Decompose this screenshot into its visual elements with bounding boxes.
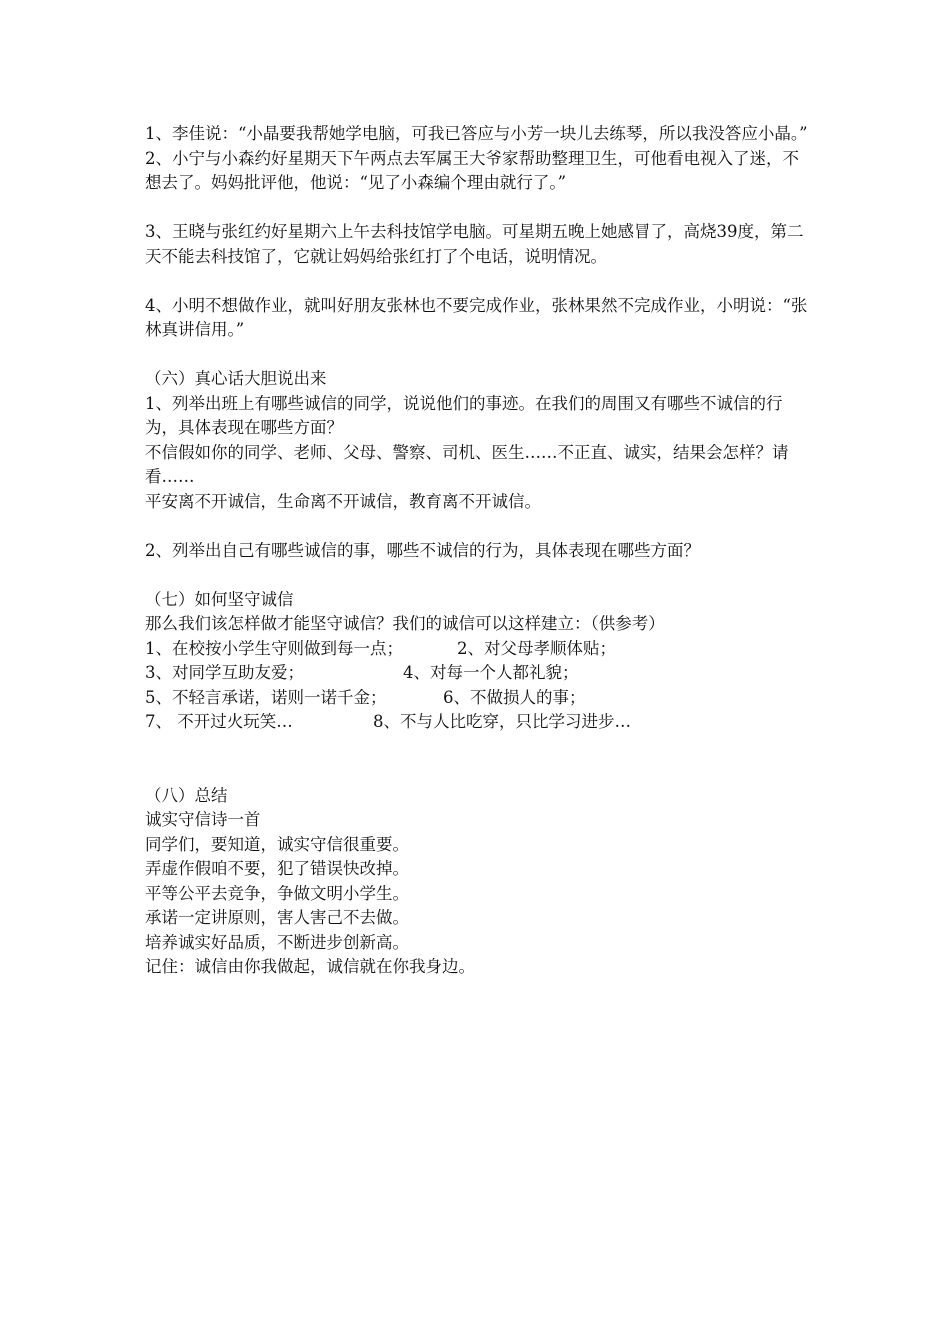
guideline-item: 1、在校按小学生守则做到每一点；	[145, 638, 403, 658]
guideline-item: 4、对每一个人都礼貌；	[403, 663, 579, 682]
example-2: 2、小宁与小森约好星期天下午两点去军属王大爷家帮助整理卫生，可他看电视入了迷，不想去了。妈妈批评他，他说：“见了小森编个理由就行了。”	[145, 148, 799, 192]
section-8-heading: （八）总结	[145, 785, 228, 805]
poem-title: 诚实守信诗一首	[145, 810, 261, 829]
guideline-row	[145, 686, 810, 711]
section-6-paragraph-4: 2、列举出自己有哪些诚信的事，哪些不诚信的行为，具体表现在哪些方面？	[145, 540, 700, 560]
guideline-item: 8、不与人比吃穿，只比学习进步…	[373, 712, 631, 731]
guideline-item: 3、对同学互助友爱；	[145, 663, 304, 682]
spacer	[145, 759, 810, 784]
section-6-paragraph-1: 1、列举出班上有哪些诚信的同学，说说他们的事迹。在我们的周围又有哪些不诚信的行为，具体表现在哪些方面？	[145, 393, 783, 437]
poem-line: 弄虚作假咱不要，犯了错误快改掉。	[145, 859, 409, 878]
poem-line: 承诺一定讲原则，害人害己不去做。	[145, 908, 409, 927]
spacer	[145, 269, 810, 294]
guideline-row	[145, 710, 810, 735]
guideline-item: 5、不轻言承诺，诺则一诺千金；	[145, 687, 387, 707]
poem-line: 同学们，要知道，诚实守信很重要。	[145, 834, 409, 854]
example-4: 4、小明不想做作业，就叫好朋友张林也不要完成作业，张林果然不完成作业，小明说：“张林真讲信用。”	[145, 295, 808, 339]
section-7-heading: （七）如何坚守诚信	[145, 589, 294, 609]
spacer	[145, 563, 810, 588]
section-6-paragraph-3: 平安离不开诚信，生命离不开诚信，教育离不开诚信。	[145, 491, 541, 511]
guideline-item: 2、对父母孝顺体贴；	[457, 638, 616, 658]
guideline-row	[145, 661, 810, 686]
poem-line: 平等公平去竞争，争做文明小学生。	[145, 883, 409, 903]
document-page	[145, 122, 810, 980]
poem-line: 记住：诚信由你我做起，诚信就在你我身边。	[145, 957, 475, 976]
spacer	[145, 196, 810, 221]
poem-line: 培养诚实好品质，不断进步创新高。	[145, 932, 409, 952]
section-6-paragraph-2: 不信假如你的同学、老师、父母、警察、司机、医生……不正直、诚实，结果会怎样？请看……	[145, 442, 789, 486]
guideline-row	[145, 637, 810, 662]
section-6-heading: （六）真心话大胆说出来	[145, 369, 327, 388]
example-1: 1、李佳说：“小晶要我帮她学电脑，可我已答应与小芳一块儿去练琴，所以我没答应小晶。”	[145, 124, 808, 143]
spacer	[145, 343, 810, 368]
section-7-intro: 那么我们该怎样做才能坚守诚信？我们的诚信可以这样建立：（供参考）	[145, 614, 665, 633]
spacer	[145, 735, 810, 760]
guideline-item: 7、 不开过火玩笑…	[145, 712, 293, 731]
guideline-item: 6、不做损人的事；	[443, 687, 586, 707]
spacer	[145, 514, 810, 539]
example-3: 3、王晓与张红约好星期六上午去科技馆学电脑。可星期五晚上她感冒了，高烧39度，第二天不能去科技馆了，它就让妈妈给张红打了个电话，说明情况。	[145, 222, 804, 266]
